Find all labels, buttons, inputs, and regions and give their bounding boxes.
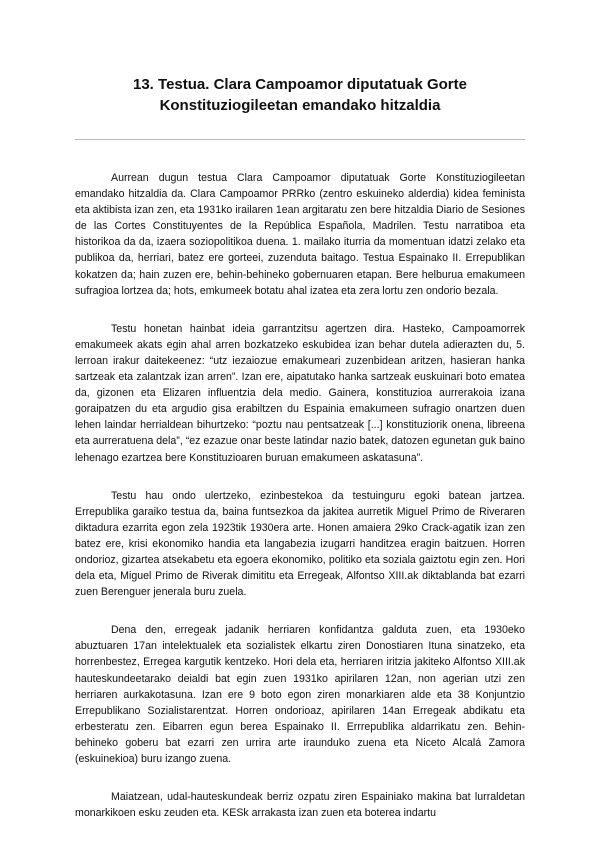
paragraph: Aurrean dugun testua Clara Campoamor diputatuak Gorte Konstituziogileetan emandako hitzaldia da. Clara Campoamor PRRko (zentro eskuineko alderdia) kidea feminista eta aktibista izan zen, eta 1931ko irailaren 1ean argitaratu zen bere hitzaldia Diario de Sesiones de las Cortes Constituyentes de la República Española, Madrilen. Testu narratiboa eta historikoa da da, izaera soziopolitikoa duena. 1. mailako iturria da momentuan idatzi zelako eta publikoa da, herriari, batez ere gorteei, zuzenduta baitago. Testua Espainako II. Errepublikan kokatzen da; hain zuzen ere, behin-behineko gobernuaren etapan. Bere helburua emakumeen sufragioa lortzea da; hots, emkumeek botatu ahal izatea eta zera lortu zen ondorio bezala. bbox=[75, 172, 525, 297]
paragraph: Testu honetan hainbat ideia garrantzitsu agertzen dira. Hasteko, Campoamorrek emakumeek akats egin ahal arren bozkatzeko eskubidea izan behar dutela adierazten du, 5. lerroan irakur daitekeenez: “utz iezaiozue emakumeari zuzenbidean aritzen, hasieran hanka sartzeak eta zalantzak izan arren”. Izan ere, aipatutako hanka sartzeak euskuinari boto ematea da, gizonen eta Elizaren influentzia dela medio. Gainera, konstituzioa aurrerakoia izana goraipatzen du eta argudio gisa erabiltzen du Espainia emakumeen sufragio onartzen duen lehen laindar herrialdean bihurtzeko: “poztu nau pentsatzeak [...] konstituziorik onena, libreena eta aurreratuena dela”, “ez ezazue onar beste latindar nazio batek, datozen egunetan guk baino lehenago ezartzea bere Konstituzioaren buruan emakumeen askatasuna”. bbox=[75, 322, 525, 464]
title-line-1: 13. Testua. Clara Campoamor diputatuak Gorte bbox=[133, 76, 467, 93]
title-line-2: Konstituziogileetan emandako hitzaldia bbox=[159, 97, 441, 114]
body-text bbox=[75, 170, 525, 843]
document-title bbox=[60, 74, 540, 116]
paragraph: Maiatzean, udal-hauteskundeak berriz ozpatu ziren Espainiako makina bat lurraldetan monarkikoen esku zeuden eta. KESk arrakasta izan zuen eta boterea indartu bbox=[75, 791, 525, 820]
title-divider bbox=[75, 139, 525, 140]
paragraph: Testu hau ondo ulertzeko, ezinbestekoa da testuinguru egoki batean jartzea. Errepublika garaiko testua da, baina funtsezkoa da jakitea aurretik Miguel Primo de Riveraren diktadura ezarrita egon zela 1923tik 1930era arte. Honen amaiera 29ko Crack-agatik izan zen batez ere, krisi ekonomiko handia eta langabezia izugarri handitzea eragin baitzuen. Horren ondorioz, gizartea atsekabetu eta egoera ekonomiko, politiko eta soziala gaiztotu egin zen. Hori dela eta, Miguel Primo de Riverak dimititu eta Erregeak, Alfontso XIII.ak diktablanda bat ezarri zuen Berenguer jenerala buru zuela. bbox=[75, 489, 525, 599]
paragraph: Dena den, erregeak jadanik herriaren konfidantza galduta zuen, eta 1930eko abuztuaren 17an intelektualek eta sozialistek elkartu ziren Donostiaren Ituna sinatzeko, eta horrenbestez, Erregea kargutik kentzeko. Hori dela eta, herriaren iritzia jakiteko Alfontso XIII.ak hauteskundeetarako deialdi bat egin zuen 1931ko apirilaren 12an, non agerian utzi zen herriaren aurkakotasuna. Izan ere 9 boto egon ziren monarkiaren alde eta 38 Konjuntzio Errepublikano Sozialistarentzat. Horren ondorioaz, apirilaren 14an Erregeak abdikatu eta erbesteratu zen. Eibarren egun berea Espainako II. Errrepublika aldarrikatu zen. Behin-behineko goberu bat ezarri zen urrira arte iraunduko zuena eta Niceto Alcalá Zamora (eskuinekioa) buru izango zuena. bbox=[75, 624, 525, 765]
